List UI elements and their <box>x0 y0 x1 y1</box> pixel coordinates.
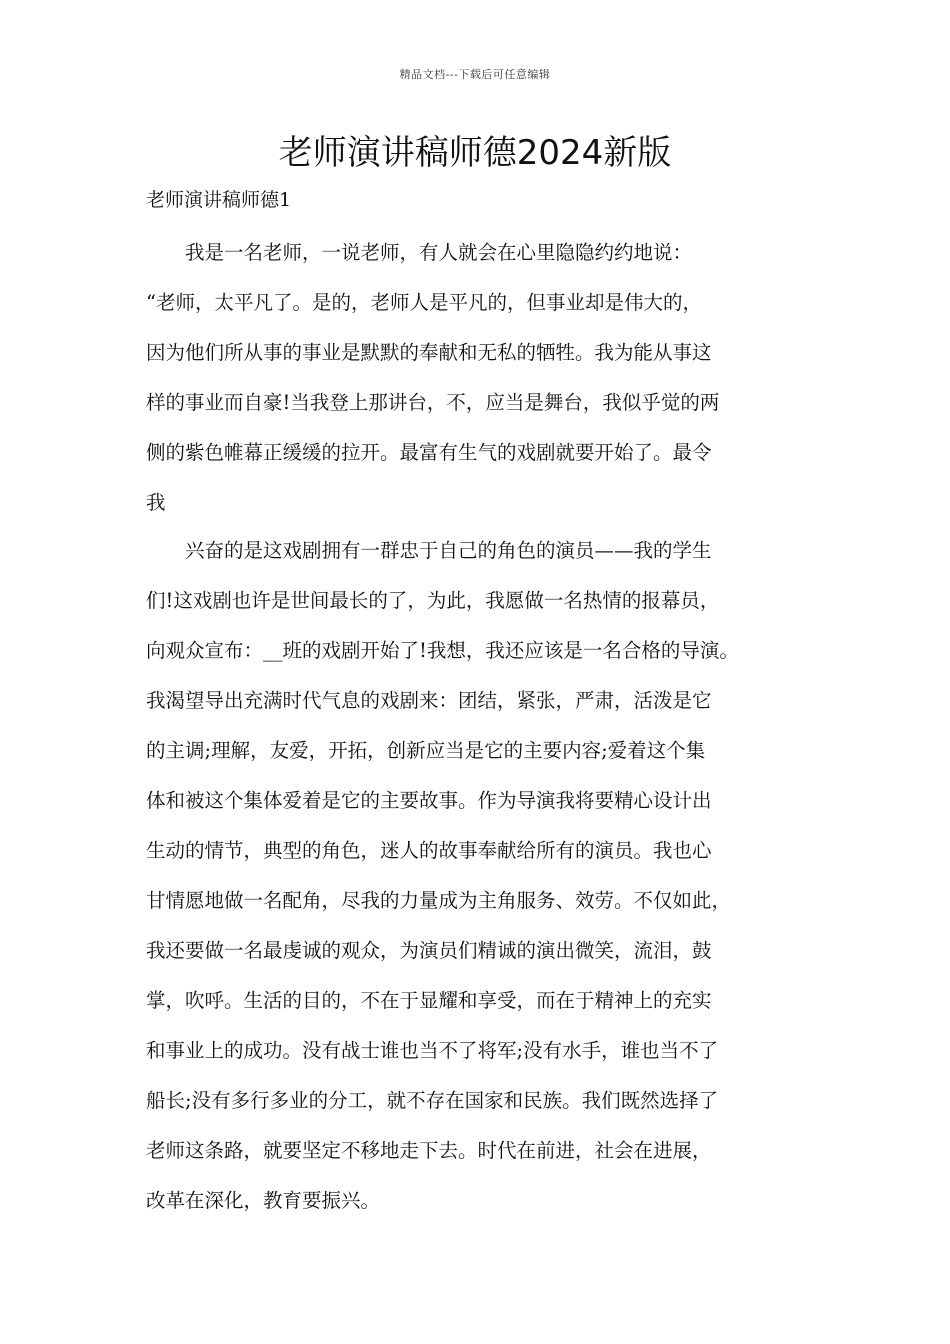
paragraph-line: 体和被这个集体爱着是它的主要故事。作为导演我将要精心设计出 <box>146 789 712 812</box>
paragraph-line: 生动的情节，典型的角色，迷人的故事奉献给所有的演员。我也心 <box>146 839 712 862</box>
paragraph-2 <box>146 526 826 1226</box>
paragraph-line: 甘情愿地做一名配角，尽我的力量成为主角服务、效劳。不仅如此， <box>146 889 732 912</box>
paragraph-line: 的主调;理解，友爱，开拓，创新应当是它的主要内容;爱着这个集 <box>146 739 706 762</box>
paragraph-line: 我渴望导出充满时代气息的戏剧来：团结，紧张，严肃，活泼是它 <box>146 689 712 712</box>
paragraph-line: 因为他们所从事的事业是默默的奉献和无私的牺牲。我为能从事这 <box>146 341 712 364</box>
paragraph-line: 向观众宣布：__班的戏剧开始了!我想，我还应该是一名合格的导演。 <box>146 639 739 662</box>
paragraph-line: 掌，吹呼。生活的目的，不在于显耀和享受，而在于精神上的充实 <box>146 989 712 1012</box>
paragraph-line: 样的事业而自豪!当我登上那讲台，不，应当是舞台，我似乎觉的两 <box>146 391 720 414</box>
section-heading: 老师演讲稿师德1 <box>146 189 292 211</box>
paragraph-line: 和事业上的成功。没有战士谁也当不了将军;没有水手，谁也当不了 <box>146 1039 719 1062</box>
paragraph-line: 改革在深化，教育要振兴。 <box>146 1189 381 1212</box>
paragraph-line: 侧的紫色帷幕正缓缓的拉开。最富有生气的戏剧就要开始了。最令 <box>146 441 712 464</box>
paragraph-line: 我还要做一名最虔诚的观众，为演员们精诚的演出微笑，流泪，鼓 <box>146 939 712 962</box>
paragraph-line: 老师这条路，就要坚定不移地走下去。时代在前进，社会在进展， <box>146 1139 712 1162</box>
document-header-note: 精品文档---下载后可任意编辑 <box>399 68 551 81</box>
paragraph-line: 船长;没有多行多业的分工，就不存在国家和民族。我们既然选择了 <box>146 1089 719 1112</box>
paragraph-line: 我是一名老师，一说老师，有人就会在心里隐隐约约地说： <box>146 241 693 264</box>
document-title: 老师演讲稿师德2024新版 <box>278 133 672 173</box>
paragraph-1 <box>146 228 826 528</box>
paragraph-line: 们!这戏剧也许是世间最长的了，为此，我愿做一名热情的报幕员， <box>146 589 720 612</box>
paragraph-line: “老师，太平凡了。是的，老师人是平凡的，但事业却是伟大的， <box>146 291 702 314</box>
paragraph-line: 兴奋的是这戏剧拥有一群忠于自己的角色的演员——我的学生 <box>146 539 712 562</box>
paragraph-line: 我 <box>146 491 166 514</box>
